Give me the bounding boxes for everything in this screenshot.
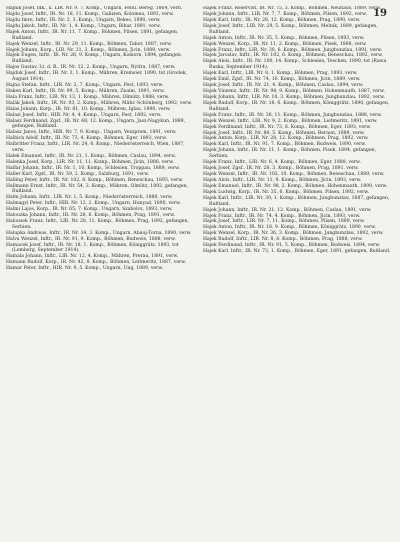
list-entry: Halbich Adolf, Inftr., IR. Nr. 73, 4. Komp., Böhmen, Eger, 1893, verw. bbox=[6, 136, 167, 142]
list-entry: Hajos Gustav, Lt. d. R., IR. Nr. 12, 2. Komp., Ungarn, Nyitra, 1887, verw. bbox=[6, 65, 176, 71]
list-entry: Hamala Johann, Inftr., LIR. Nr. 12, 4. Komp., Mähren, Prerau, 1891, verw. bbox=[6, 254, 179, 260]
list-entry: Hajek Josef, Inftr., IR. Nr. 88, 5. Komp., Böhmen, Beraun, 1889, verw. bbox=[203, 130, 365, 136]
list-entry: Haller Karl, Zgsf., IR. Nr. 59, 2. Komp., Salzburg, 1891, verw. bbox=[6, 171, 150, 177]
list-entry: Hajek Franz, Inftr., IR. Nr. 74, 4. Komp., Böhmen, Jicin, 1893, verw. bbox=[203, 213, 361, 219]
list-entry: Hajek Wenzel, Inftr., IR. Nr. 102, 10. Komp., Böhmen, Beneschau, 1889, verw. bbox=[203, 172, 385, 177]
list-entry: Hajek Johann, Inftr., IR. Nr. 21, 12. Komp., Böhmen, Caslau, 1891, verw. bbox=[203, 207, 372, 213]
list-entry: Hajdu Jakob, Inftr., IR. Nr. 1, 4. Komp., Ungarn, Bihar, 1891, verw. bbox=[6, 23, 161, 29]
list-entry: Hajek Vinzenz, Inftr., IR. Nr. 98, 9. Komp., Böhmen, Hohenmauth, 1887, verw. bbox=[203, 89, 386, 94]
list-entry: Hajek Johann, Inftr., IR. Nr. 11, 1. Komp., Böhmen, Pisek, 1894, gefangen, Serbien. bbox=[203, 148, 376, 160]
list-entry: Hajek Karl, Inftr., IR. Nr. 73, 1. Komp., Böhmen, Eger, 1891, gefangen, Rußland. bbox=[203, 249, 391, 255]
list-entry: Halupka Andreas, Inftr., IR. Nr. 34, 3. Komp., Ungarn, Abauj-Torna, 1890, verw. bbox=[6, 230, 192, 236]
list-entry: Hajek Alois, Inftr., LIR. Nr. 11, 9. Komp., Böhmen, Jicin, 1893, verw. bbox=[203, 177, 362, 183]
list-entry: Hamann Rudolf, Korp., IR. Nr. 42, 8. Komp., Böhmen, Leitmeritz, 1887, verw. bbox=[6, 260, 187, 266]
page-number: 19 bbox=[373, 8, 387, 19]
list-entry: Halmi Lajos, Korp., IR. Nr. 65, 7. Komp., Ungarn, Szabolcs, 1893, verw. bbox=[6, 207, 173, 213]
list-entry: Halouzka Johann, Inftr., IR. Nr. 28, 6. Komp., Böhmen, Prag, 1891, verw. bbox=[6, 213, 175, 219]
list-entry: Hala Franz, Inftr., LIR. Nr. 13, 1. Komp., Mähren, Olmütz, 1888, verw. bbox=[6, 94, 170, 100]
list-entry: Hajek Johann, Inftr., LIR. Nr. 7, 7. Komp., Böhmen, Pilsen, 1892, verw. bbox=[203, 11, 367, 17]
list-entry: Hajek Franz, Inftr., IR. Nr. 36, 11. Komp., Böhmen, Jungbunzlau, 1888, verw. bbox=[203, 112, 383, 118]
list-entry: Halbritter Franz, Inftr., LIR. Nr. 24, 6. Komp., Niederösterreich, Wien, 1887, verw. bbox=[6, 142, 185, 153]
list-entry: Haken Karl, Inftr., IR. Nr. 99, 5. Komp., Mähren, Znaim, 1891, verw. bbox=[6, 88, 165, 94]
list-entry: Hallmann Ernst, Inftr., IR. Nr. 54, 3. Komp., Mähren, Olmütz, 1892, gefangen, Rußland. bbox=[6, 183, 189, 195]
left-column bbox=[6, 6, 195, 540]
list-entry: Halasi Josef, Inftr., HIR. Nr. 4, 4. Komp., Ungarn, Pest, 1892, verw. bbox=[6, 112, 162, 118]
list-entry: Halenka Josef, Korp., LIR. Nr. 11, 11. Komp., Böhmen, Jicin, 1886, verw. bbox=[6, 159, 175, 165]
list-entry: Halfar Johann, Inftr., IR. Nr. 1, 10. Komp., Schlesien, Troppau, 1889, verw. bbox=[6, 165, 180, 171]
list-entry: Halousek Franz, Inftr., LIR. Nr. 28, 11. Komp., Böhmen, Prag, 1892, gefangen, Serbien. bbox=[6, 219, 189, 230]
list-entry: Hamacek Josef, Inftr., IR. Nr. 18, 1. Komp., Böhmen, Königgrätz, 1893, tot (Lemberg, September 1914). bbox=[6, 242, 179, 254]
list-entry: Halva Wenzel, Inftr., IR. Nr. 91, 9. Komp., Böhmen, Budweis, 1888, verw. bbox=[6, 236, 176, 242]
list-entry: Hajek Ludwig, Korp., IR. Nr. 35, 6. Komp., Böhmen, Pilsen, 1892, verw. bbox=[203, 189, 370, 195]
list-entry: Hajek Karl, Inftr., LIR. Nr. 30, 1. Komp., Böhmen, Jungbunzlau, 1887, gefangen, Rußland. bbox=[203, 195, 390, 207]
list-entry: Hajek Wenzel, Inftr., LIR. Nr. 9, 2. Komp., Böhmen, Leitmeritz, 1891, verw. bbox=[203, 118, 378, 124]
list-entry: Halasz Ferdinand, Zgsf., IR. Nr. 68, 12. Komp., Ungarn, Jasz-Nagykun, 1889, gefangen, Rußland. bbox=[6, 118, 186, 130]
list-entry: Hajek Johann, Korp., LIR. Nr. 21, 3. Komp., Böhmen, Jicin, 1889, verw. bbox=[6, 47, 171, 53]
list-entry: Hajek Ferdinand, Inftr., IR. Nr. 91, 5. Komp., Böhmen, Budweis, 1894, verw. bbox=[203, 243, 381, 249]
list-entry: Hajek Wenzel, Inftr., IR. Nr. 29, 11. Komp., Böhmen, Tabor, 1887, verw. bbox=[6, 41, 172, 47]
list-entry: Halasz Janos, Inftr., HIR. Nr. 7, 9. Komp., Ungarn, Veszprem, 1891, verw. bbox=[6, 130, 177, 136]
list-entry: Hajek Josef, Zgsf., IR. Nr. 28, 3. Komp., Böhmen, Prag, 1891, verw. bbox=[203, 166, 359, 172]
list-entry: Hajek Franz, Reservist, IR. Nr. 75, 3. Komp., Böhmen, Neuhaus, 1889, verw. bbox=[203, 6, 382, 11]
list-entry: Halek Emanuel, Inftr., IR. Nr. 21, 1. Komp., Böhmen, Caslau, 1894, verw. bbox=[6, 153, 176, 159]
list-entry: Hajek Franz, Inftr., LIR. Nr. 30, 6. Komp., Böhmen, Jungbunzlau, 1891, verw. bbox=[203, 47, 383, 53]
list-entry: Hajdu Imre, Inftr., IR. Nr. 2, 3. Komp., Ungarn, Bekes, 1890, verw. bbox=[6, 17, 161, 23]
list-entry: Hajnik Josef, ldk., ü. LIR. Nr. 9. 7. Komp., Ungarn, Fenu. Bereg. 1864, verh. bbox=[6, 6, 183, 11]
list-entry: Hajduk Josef, Inftr., IR. Nr. 3, 1. Komp., Mähren, Kremsier, 1890, tot (Grodek, August 1914). bbox=[6, 71, 188, 82]
list-entry: Hajek Franz, Inftr., LIR. Nr. 6, 4. Komp., Böhmen, Eger, 1888, verw. bbox=[203, 160, 361, 166]
list-entry: Hajek Anton, Inftr., IR. Nr. 18, 9. Komp., Böhmen, Königgrätz, 1890, verw. bbox=[203, 225, 376, 231]
list-entry: Hajek Alois, Inftr., IR. Nr. 100, 14. Komp., Schlesien, Teschen, 1890, tot (Rawa Ruska, September 1914). bbox=[203, 59, 387, 71]
list-entry: Hajek Emil, Zgsf., IR. Nr. 74, 10. Komp., Böhmen, Jicin, 1889, verw. bbox=[203, 77, 361, 83]
list-entry: Halák Jakob, Inftr., IR. Nr. 93, 2. Komp., Mähren, Mähr.-Schönberg, 1892, verw. bbox=[6, 100, 193, 106]
list-entry: Hajek Eugen, Inftr., IR. Nr. 26, 9. Komp., Ungarn, Komorn, 1894, gefangen, Rußland. bbox=[6, 53, 183, 65]
list-entry: Hajek Ferdinand, Inftr., IR. Nr. 73, 8. Komp., Böhmen, Eger, 1893, verw. bbox=[203, 124, 372, 130]
list-entry: Hajek Rudolf, Korp., IR. Nr. 18, 6. Komp., Böhmen, Königgrätz, 1890, gefangen, Rußland. bbox=[203, 100, 390, 112]
list-entry: Halm Johann, Inftr., LIR. Nr. 1, 5. Komp., Niederösterreich, 1888, verw. bbox=[6, 195, 173, 201]
list-entry: Hajek Emanuel, Inftr., IR. Nr. 98, 2. Komp., Böhmen, Hohenmauth, 1890, verw. bbox=[203, 183, 388, 189]
list-entry: Hajek Wenzel, Korp., IR. Nr. 11, 2. Komp., Böhmen, Pisek, 1888, verw. bbox=[203, 41, 367, 47]
list-entry: Hajek Josef, Inftr., IR. Nr. 21, 4. Komp., Böhmen, Caslau, 1894, verw. bbox=[203, 83, 364, 89]
right-column bbox=[203, 6, 392, 540]
list-entry: Halas Johann, Korp., IR. Nr. 81, 10. Komp., Mähren, Iglau, 1890, verw. bbox=[6, 106, 171, 112]
list-entry: Hajek Anton, Korp., LIR. Nr. 28, 12. Komp., Böhmen, Prag, 1892, verw. bbox=[203, 136, 369, 142]
list-entry: Hajek Anton, Inftr., IR. Nr. 11, 7. Komp., Böhmen, Pilsen, 1891, gefangen, Rußland. bbox=[6, 29, 179, 41]
list-entry: Hajek Wenzel, Korp., IR. Nr. 36, 3. Komp., Böhmen, Jungbunzlau, 1892, verw. bbox=[203, 231, 384, 237]
list-entry: Halmagyi Peter, Inftr., HIR. Nr. 12, 2. Komp., Ungarn, Hunyad, 1890, verw. bbox=[6, 201, 181, 207]
list-entry: Hajek Rudolf, Inftr., LIR. Nr. 8, 8. Komp., Böhmen, Prag, 1888, verw. bbox=[203, 237, 363, 243]
list-entry: Hajek Josef, Inftr., LIR. Nr. 7, 11. Komp., Böhmen, Pilsen, 1889, verw. bbox=[203, 219, 365, 225]
list-entry: Halling Peter, Inftr., IR. Nr. 102, 8. Komp., Böhmen, Beneschau, 1893, verw. bbox=[6, 177, 184, 183]
list-entry: Hajek Karl, Inftr., IR. Nr. 28, 12. Komp., Böhmen, Prag, 1890, verw. bbox=[203, 17, 361, 23]
list-entry: Hajdu Josef, Inftr., IR. Nr. 18, 11. Komp., Galizien, Kolomea, 1893, verw. bbox=[6, 11, 175, 17]
list-entry: Hajek Jaroslav, Inftr., IR. Nr. 102, 6. Komp., Böhmen, Beneschau, 1892, verw. bbox=[203, 53, 384, 59]
list-entry: Hajek Anton, Inftr., IR. Nr. 35, 5. Komp., Böhmen, Pilsen, 1893, verw. bbox=[203, 35, 365, 41]
list-entry: Hajek Johann, Inftr., LIR. Nr. 10, 3. Komp., Böhmen, Jungbunzlau, 1892, verw. bbox=[203, 94, 385, 100]
list-entry: Hamar Peter, Inftr., HIR. Nr. 9, 5. Komp., Ungarn, Ung, 1889, verw. bbox=[6, 266, 164, 272]
list-entry: Hajek Karl, Inftr., LIR. Nr. 8, 1. Komp., Böhmen, Prag, 1893, verw. bbox=[203, 71, 358, 77]
list-entry: Hajna Stefan, Inftr., LIR. Nr. 2, 7. Komp., Ungarn, Pest, 1893, verw. bbox=[6, 82, 164, 88]
text-columns bbox=[6, 6, 394, 540]
list-entry: Hajek Karl, Inftr., IR. Nr. 91, 7. Komp., Böhmen, Budweis, 1890, verw. bbox=[203, 142, 367, 148]
list-entry: Hajek Josef, Inftr., LIR. Nr. 29, 5. Komp., Böhmen, Melnik, 1889, gefangen, Rußland. bbox=[203, 23, 378, 35]
